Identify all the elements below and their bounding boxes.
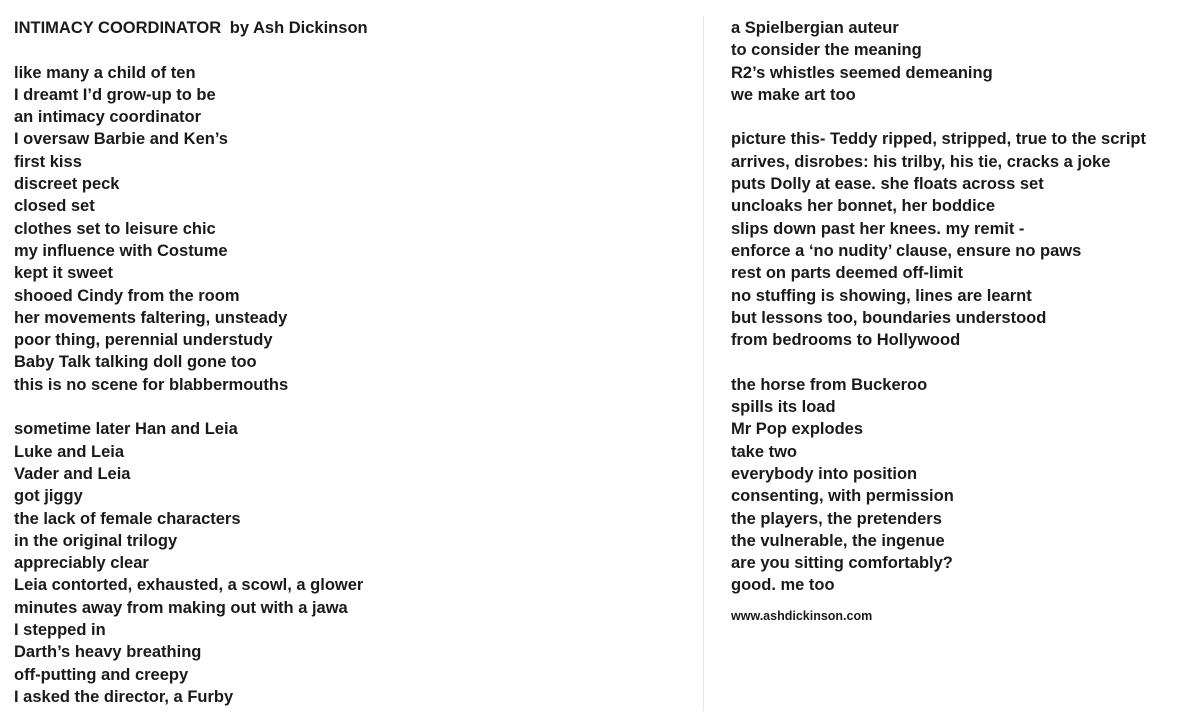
stanza (14, 418, 694, 708)
poem-title: INTIMACY COORDINATOR (14, 19, 222, 37)
poem-line: Leia contorted, exhausted, a scowl, a glower (14, 576, 364, 595)
stanza (731, 374, 1191, 597)
poem-author: by Ash Dickinson (229, 19, 368, 37)
poem-left-column (14, 17, 694, 708)
poem-line: good. me too (731, 576, 835, 595)
poem-line: a Spielbergian auteur (731, 19, 899, 37)
stanza-gap (14, 39, 694, 61)
website-credit: www.ashdickinson.com (731, 608, 873, 623)
poem-line: Darth’s heavy breathing (14, 643, 202, 662)
poem-line: spills its load (731, 398, 836, 417)
column-divider (703, 16, 704, 711)
poem-line: closed set (14, 197, 95, 216)
stanza (14, 62, 694, 396)
poem-line: appreciably clear (14, 554, 149, 573)
poem-line: consenting, with permission (731, 487, 954, 506)
stanza-gap (14, 396, 694, 418)
stanza-gap (731, 106, 1191, 128)
poem-line: discreet peck (14, 175, 120, 194)
poem-line: I stepped in (14, 621, 106, 640)
poem-line: I oversaw Barbie and Ken’s (14, 130, 228, 149)
poem-line: sometime later Han and Leia (14, 420, 238, 439)
poem-line: the lack of female characters (14, 509, 241, 528)
poem-line: we make art too (731, 85, 856, 104)
poem-line: Luke and Leia (14, 442, 125, 461)
poem-line: the players, the pretenders (731, 509, 942, 528)
poem-line: her movements faltering, unsteady (14, 308, 288, 327)
stanza (731, 128, 1191, 351)
poem-line: are you sitting comfortably? (731, 554, 953, 573)
poem-line: from bedrooms to Hollywood (731, 331, 961, 350)
left-stanzas (14, 62, 694, 709)
poem-line: shooed Cindy from the room (14, 286, 240, 305)
poem-line: R2’s whistles seemed demeaning (731, 63, 993, 82)
poem-line: everybody into position (731, 464, 918, 483)
stanza-gap (731, 351, 1191, 373)
poem-line: my influence with Costume (14, 241, 228, 260)
poem-line: the vulnerable, the ingenue (731, 531, 945, 550)
poem-line: puts Dolly at ease. she floats across set (731, 175, 1044, 194)
poem-line: slips down past her knees. my remit - (731, 219, 1025, 238)
right-stanzas (731, 17, 1191, 597)
poem-line: kept it sweet (14, 264, 114, 283)
poem-line: uncloaks her bonnet, her boddice (731, 197, 996, 216)
poem-line: arrives, disrobes: his trilby, his tie, cracks a joke (731, 152, 1111, 171)
poem-title-line (14, 17, 694, 39)
poem-line: Mr Pop explodes (731, 420, 864, 439)
poem-line: but lessons too, boundaries understood (731, 308, 1047, 327)
poem-line: rest on parts deemed off-limit (731, 264, 963, 283)
stanza (731, 17, 1191, 106)
poem-line: an intimacy coordinator (14, 108, 202, 127)
poem-line: first kiss (14, 152, 82, 171)
poem-line: I asked the director, a Furby (14, 687, 234, 706)
poem-line: enforce a ‘no nudity’ clause, ensure no paws (731, 241, 1082, 260)
poem-line: take two (731, 442, 798, 461)
poem-line: Vader and Leia (14, 464, 131, 483)
poem-line: in the original trilogy (14, 531, 178, 550)
poem-line: picture this- Teddy ripped, stripped, true to the script (731, 130, 1146, 149)
poem-line: the horse from Buckeroo (731, 375, 928, 394)
poem-line: got jiggy (14, 487, 83, 506)
poem-line: clothes set to leisure chic (14, 219, 216, 238)
poem-line: like many a child of ten (14, 63, 196, 82)
poem-line: I dreamt I’d grow-up to be (14, 85, 216, 104)
poem-line: poor thing, perennial understudy (14, 331, 273, 350)
poem-line: minutes away from making out with a jawa (14, 598, 348, 617)
poem-line: Baby Talk talking doll gone too (14, 353, 257, 372)
poem-line: to consider the meaning (731, 41, 922, 60)
poem-line: no stuffing is showing, lines are learnt (731, 286, 1032, 305)
poem-right-column (731, 17, 1191, 623)
poem-line: off-putting and creepy (14, 665, 189, 684)
poem-line: this is no scene for blabbermouths (14, 375, 289, 394)
